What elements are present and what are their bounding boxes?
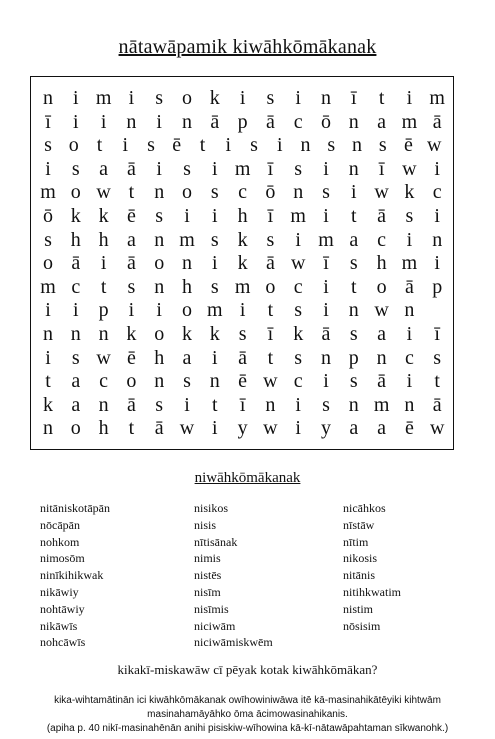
grid-letter: s [238,323,247,345]
grid-letter: i [156,157,162,180]
grid-letter: s [322,393,330,416]
grid-letter: i [323,299,329,322]
grid-letter: i [239,87,246,109]
grid-letter: ā [210,110,220,133]
grid-row [31,181,453,204]
grid-row [31,87,453,110]
grid-letter: i [73,299,79,322]
word-list-item: nisikos [194,501,229,515]
grid-letter: k [404,181,415,204]
word-search-grid [30,76,454,450]
grid-letter: i [406,323,413,345]
grid-letter: o [43,252,53,275]
grid-letter: n [154,181,165,204]
grid-letter: i [434,205,440,227]
grid-letter: n [98,323,109,345]
grid-letter: s [183,157,191,180]
grid-letter: ī [267,323,274,345]
grid-letter: n [209,370,220,393]
grid-letter: c [377,228,387,251]
grid-letter: i [406,87,413,109]
grid-letter: t [96,134,103,157]
grid-letter: w [263,370,278,393]
grid-letter: c [293,275,303,298]
word-list-item: nistēs [194,568,222,583]
grid-letter: a [71,393,81,416]
grid-letter: s [378,134,387,157]
grid-letter: m [290,205,306,227]
word-list-item: nītim [343,534,369,549]
grid-letter: s [266,228,275,251]
grid-letter: i [295,87,301,109]
grid-letter: s [71,157,80,180]
grid-letter: w [427,134,442,157]
grid-letter: i [156,299,162,322]
grid-letter: s [183,370,191,393]
grid-letter: m [373,393,390,416]
word-list-item: nōsisim [343,618,381,633]
grid-letter: n [348,157,359,180]
grid-letter: ē [404,417,414,440]
grid-letter: y [321,417,331,440]
grid-letter: o [182,181,192,204]
grid-letter: c [71,275,81,298]
grid-letter: i [45,299,51,322]
grid-letter: ī [239,393,246,416]
grid-letter: c [293,110,303,133]
grid-letter: p [98,299,109,322]
grid-letter: s [433,346,442,369]
grid-letter: n [300,134,311,157]
grid-letter: ā [126,157,136,180]
grid-letter: h [237,205,248,227]
grid-letter: ā [377,205,387,227]
grid-letter: t [45,370,51,393]
grid-letter: s [210,228,219,251]
grid-letter: t [212,393,218,416]
word-list-item: nistim [343,601,374,616]
grid-letter: i [73,87,79,109]
grid-letter: ī [351,87,357,109]
word-list-item: ninīkihikwak [40,568,104,583]
grid-letter: h [70,228,81,251]
grid-letter: s [44,228,52,251]
grid-letter: i [156,110,162,133]
grid-letter: m [318,228,334,251]
grid-letter: p [348,346,359,369]
grid-letter: i [128,299,135,322]
grid-letter: n [70,323,81,345]
grid-letter: m [179,228,195,251]
instruction-line: masinahamāyāhko ōma ācimowasinahikanis. [147,709,348,720]
grid-letter: i [434,157,440,180]
grid-letter: ī [378,157,385,180]
grid-letter: n [126,110,137,133]
grid-letter: a [126,228,136,251]
grid-letter: ā [404,275,414,298]
grid-letter: w [179,417,195,440]
grid-letter: s [349,323,358,345]
grid-letter: t [267,299,274,322]
grid-letter: n [432,228,443,251]
grid-letter: n [154,275,165,298]
grid-letter: k [209,323,220,345]
grid-letter: i [184,205,190,227]
grid-letter: w [429,417,445,440]
grid-letter: i [212,252,218,275]
grid-letter: n [293,181,304,204]
grid-letter: n [404,393,415,416]
grid-letter: ē [238,370,248,393]
grid-letter: ā [126,393,136,416]
instruction-line: (apiha p. 40 nikī-masinahēnān anihi pisiskiw-wīhowina kā-kī-nātawāpahtaman sīkwanohk.) [46,723,449,734]
grid-letter: ā [126,252,136,275]
grid-letter: m [234,157,251,180]
grid-letter: i [406,370,413,393]
grid-letter: o [126,370,137,393]
word-list-item: nisīmis [194,601,229,616]
grid-letter: ō [321,110,331,133]
grid-letter: n [154,370,165,393]
grid-letter: k [182,323,192,345]
grid-letter: ā [154,417,164,440]
grid-letter: c [293,370,303,393]
grid-letter: n [43,417,53,440]
grid-letter: t [100,275,107,298]
grid-letter: i [100,252,107,275]
question-text: kikakī-miskawāw cī pēyak kotak kiwāhkōmākan? [117,662,378,677]
grid-letter: k [209,87,220,109]
grid-letter: m [95,87,112,109]
grid-row [31,252,453,275]
grid-letter: s [210,275,219,298]
grid-letter: a [349,417,359,440]
grid-letter: n [154,228,165,251]
grid-letter: p [237,110,248,133]
grid-row [31,276,453,299]
grid-letter: m [401,110,418,133]
grid-letter: i [323,205,329,227]
grid-letter: k [237,252,248,275]
grid-letter: h [98,417,109,440]
grid-letter: s [155,393,164,416]
grid-letter: ē [404,134,413,157]
word-list-item: nitānis [343,568,375,583]
grid-letter: ā [265,252,275,275]
grid-row [31,417,453,440]
grid-letter: m [401,252,418,275]
grid-letter: o [376,275,387,298]
grid-letter: a [71,370,81,393]
grid-letter: ī [45,110,51,133]
grid-letter: i [73,110,79,133]
grid-letter: i [295,417,301,440]
word-list-item: nisīm [194,584,221,599]
grid-letter: i [225,134,232,157]
grid-letter: ē [126,346,136,369]
word-list-item: nōcāpān [40,517,80,532]
grid-letter: i [434,252,440,275]
word-list-item: nicāhkos [343,501,386,515]
word-list-item: nisis [194,517,217,532]
grid-letter: c [99,370,109,393]
grid-letter: ō [43,205,53,227]
grid-letter: a [349,228,359,251]
grid-row [31,158,453,181]
word-list-item: niciwāmiskwēm [194,635,273,650]
grid-letter: o [182,87,192,109]
grid-letter: ī [434,323,440,345]
word-list-item: nikosis [343,551,378,566]
grid-letter: w [402,157,417,180]
grid-letter: n [43,323,53,345]
grid-letter: i [323,157,329,180]
grid-letter: w [290,252,306,275]
grid-letter: o [68,134,79,157]
grid-row [31,134,453,157]
grid-letter: o [70,181,81,204]
grid-row [31,347,453,370]
grid-letter: ā [432,393,442,416]
grid-letter: k [293,323,304,345]
grid-letter: ā [377,370,387,393]
grid-letter: ē [172,134,182,157]
grid-letter: s [349,370,358,393]
grid-letter: t [199,134,206,157]
grid-letter: ō [265,181,276,204]
grid-letter: n [265,393,276,416]
grid-row [31,111,453,134]
grid-letter: k [98,205,109,227]
grid-letter: i [212,205,218,227]
grid-letter: s [155,87,164,109]
grid-letter: s [147,134,155,157]
word-list-item: nohtāwiy [40,601,85,616]
grid-letter: w [374,299,389,322]
grid-letter: t [267,346,274,369]
grid-letter: n [376,346,387,369]
grid-letter: i [406,228,413,251]
grid-letter: t [128,417,135,440]
word-list-item: nitāniskotāpān [40,501,110,515]
grid-letter: n [43,87,53,109]
grid-letter: n [348,299,359,322]
grid-letter: m [234,275,251,298]
grid-letter: c [238,181,248,204]
grid-letter: o [182,299,192,322]
grid-letter: i [122,134,129,157]
grid-letter: s [155,205,164,227]
word-list-heading: niwāhkōmākanak [194,470,301,486]
grid-letter: i [276,134,283,157]
grid-letter: ē [126,205,136,227]
grid-letter: i [212,157,218,180]
grid-letter: a [377,323,387,345]
grid-letter: i [128,87,135,109]
grid-letter: s [250,134,258,157]
instruction-line: kika-wihtamātinān ici kiwāhkōmākanak owīhowiniwāwa itē kā-masinahikātēyiki kihtwām [54,695,441,706]
grid-letter: s [210,181,219,204]
grid-letter: ā [432,110,442,133]
grid-letter: n [321,87,331,109]
grid-letter: i [295,393,301,416]
grid-letter: n [98,393,109,416]
grid-letter: o [154,323,165,345]
page-title: nātawāpamik kiwāhkōmākanak [118,36,377,58]
grid-letter: k [43,393,53,416]
word-list-column-1 [40,500,110,651]
grid-letter: h [154,346,165,369]
grid-letter: s [266,87,275,109]
grid-letter: k [126,323,137,345]
grid-letter: w [263,417,278,440]
grid-letter: i [100,110,107,133]
grid-letter: i [212,417,218,440]
grid-letter: ā [238,346,248,369]
grid-letter: o [154,252,165,275]
grid-letter: i [323,275,329,298]
grid-letter: w [96,346,111,369]
grid-letter: k [237,228,248,251]
grid-letter: ī [323,252,329,275]
grid-letter: i [239,299,246,322]
grid-letter: a [182,346,192,369]
grid-letter: m [40,181,56,204]
word-list-item: nitihkwatim [343,584,401,599]
word-list-item: nīstāw [343,517,375,532]
grid-letter: n [404,299,415,322]
grid-letter: ā [265,110,275,133]
grid-letter: i [351,181,357,204]
grid-letter: i [184,393,190,416]
grid-letter: s [44,134,52,157]
grid-letter: s [294,157,303,180]
grid-row [31,299,453,322]
grid-letter: c [432,181,442,204]
grid-letter: i [45,346,51,369]
grid-letter: ī [267,157,274,180]
grid-letter: p [432,275,443,298]
grid-letter: s [327,134,336,157]
word-list-item: nohcāwīs [40,635,86,650]
word-list-item: nikāwīs [40,618,78,633]
grid-letter: m [40,275,56,298]
grid-letter: m [429,87,445,109]
grid-letter: t [128,181,135,204]
grid-letter: c [404,346,414,369]
grid-letter: o [265,275,276,298]
word-list-column-2 [194,500,273,651]
grid-letter: t [378,87,385,109]
grid-letter: t [351,275,357,298]
word-list-item: nimis [194,551,221,566]
grid-letter: a [377,417,387,440]
grid-letter: s [71,346,80,369]
grid-letter: s [127,275,136,298]
grid-letter: t [434,370,440,393]
grid-letter: i [45,157,51,180]
grid-letter: w [374,181,389,204]
grid-row [31,370,453,393]
word-list-item: nītisānak [194,534,238,549]
grid-letter: s [405,205,414,227]
grid-letter: h [376,252,387,275]
word-list-item: nikāwiy [40,584,79,599]
grid-row [31,205,453,228]
word-list-column-3 [343,500,401,634]
grid-row [31,394,453,417]
grid-letter: t [351,205,357,227]
word-list-item: nimosōm [40,551,85,566]
grid-letter: s [349,252,358,275]
grid-letter: h [182,275,192,298]
grid-row [31,323,453,346]
grid-letter: i [295,228,301,251]
grid-letter: ā [321,323,331,345]
word-list-item: niciwām [194,618,236,633]
grid-letter: s [322,181,330,204]
grid-letter: a [377,110,387,133]
grid-letter: ā [71,252,81,275]
grid-letter: w [96,181,111,204]
grid-letter: n [348,393,359,416]
grid-letter: n [348,110,359,133]
word-list-item: nohkom [40,534,80,549]
grid-letter: m [207,299,223,322]
grid-letter: i [212,346,218,369]
grid-letter: k [70,205,81,227]
grid-letter: n [352,134,362,157]
grid-letter: o [70,417,81,440]
grid-letter: y [237,417,248,440]
grid-letter: s [294,346,303,369]
grid-letter: s [294,299,303,322]
grid-letter: n [182,252,192,275]
grid-letter: h [98,228,109,251]
grid-letter: i [323,370,329,393]
grid-row [31,229,453,252]
grid-letter: n [321,346,331,369]
grid-letter: n [182,110,192,133]
grid-letter: a [99,157,109,180]
instructions [0,694,495,736]
grid-letter: ī [267,205,274,227]
